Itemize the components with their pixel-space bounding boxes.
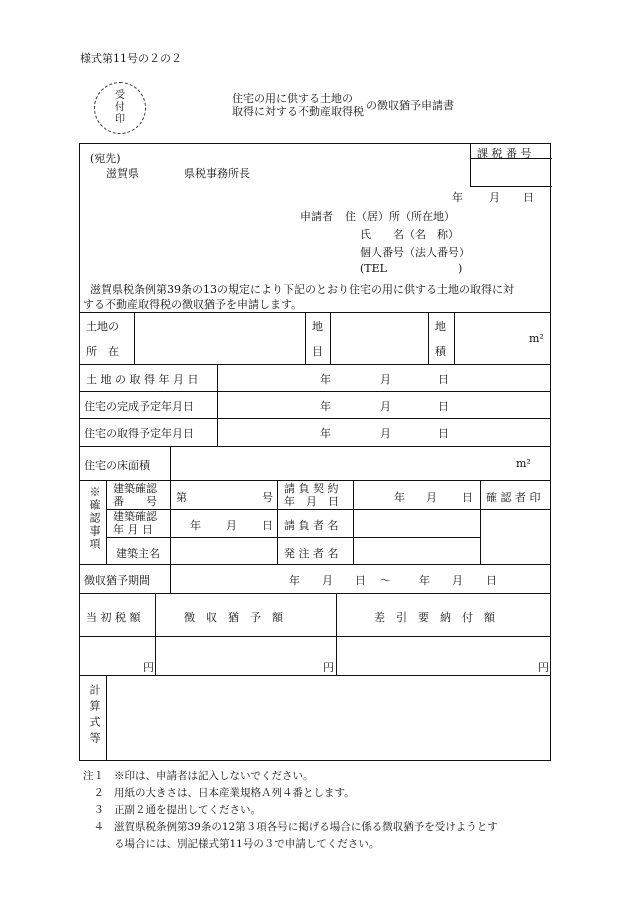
note-item [80,785,560,802]
office-label: 県税事務所長 [184,167,250,180]
floor-area-label: 住宅の床面積 [84,459,150,472]
day-text: 日 [438,373,449,386]
date-year: 年 [452,191,463,204]
land-area-field[interactable] [455,313,525,363]
calculation-label: 計算式等 [88,684,101,748]
name-label: 氏 名（名 称） [360,228,459,241]
stamp-char-1: 受 [115,90,125,101]
deferral-amount-label: 徴 収 猶 予 額 [184,611,283,624]
contract-date-label-2: 年 月 日 [284,495,339,508]
building-number-prefix: 第 [176,491,187,504]
note-text: 滋賀県税条例第39条の12第３項各号に掲げる場合に係る徴収猶予を受けようとす [114,821,498,833]
stamp-char-3: 印 [115,114,125,125]
month-text: 月 [452,574,463,587]
reception-stamp [94,82,146,134]
addressee-label: (宛先) [90,152,121,165]
form-number: 様式第11号の２の２ [80,52,182,65]
tax-number-field[interactable] [471,159,551,185]
date-month: 月 [489,191,500,204]
note-key: ２ [93,787,104,799]
deferral-amount-yen: 円 [323,661,334,674]
contract-date-label-1: 請 負 契 約 [284,482,339,495]
application-form-table [79,143,551,761]
note-text: ※印は、申請者は記入しないでください。 [114,770,314,782]
year-text: 年 [320,373,331,386]
note-item [80,802,560,819]
land-location-label-1: 土地の [86,320,119,333]
balance-amount-field[interactable] [337,637,549,674]
document-title [232,92,454,118]
chimoku-label-1: 地 [312,320,323,333]
house-completion-date-label: 住宅の完成予定年月日 [84,400,194,413]
building-number-label-1: 建築確認 [113,482,157,495]
stamp-char-2: 付 [115,102,125,113]
balance-amount-yen: 円 [538,661,549,674]
note-text: 用紙の大きさは、日本産業規格Ａ列４番とします。 [114,787,355,799]
checker-stamp-label: 確 認 者 印 [486,491,541,504]
note-key: ３ [93,804,104,816]
year-text: 年 [320,400,331,413]
month-text: 月 [380,400,391,413]
day-text: 日 [438,400,449,413]
day-text: 日 [462,491,473,504]
tax-number-label: 課 税 番 号 [477,147,532,160]
floor-area-unit: m² [516,457,531,470]
note-text: る場合には、別記様式第11号の３で申請してください。 [114,838,380,850]
initial-tax-yen: 円 [143,661,154,674]
calculation-field[interactable] [107,676,549,759]
statement-line-2: する不動産取得税の徴収猶予を申請します。 [83,298,303,311]
title-line-2: 取得に対する不動産取得税 [232,105,364,118]
year-text: 年 [190,519,201,532]
day-text: 日 [438,427,449,440]
deferral-period-label: 徴収猶予期間 [84,574,150,587]
month-text: 月 [380,373,391,386]
area-label-2: 積 [435,345,446,358]
tel-close: ) [458,262,463,275]
orderer-label: 発 注 者 名 [284,547,339,560]
day-text: 日 [486,574,497,587]
statement-line-1: 滋賀県税条例第39条の13の規定により下記のとおり住宅の用に供する土地の取得に対 [90,283,514,296]
balance-amount-label: 差 引 要 納 付 額 [374,611,495,624]
note-text: 正副２通を提出してください。 [114,804,261,816]
contractor-label: 請 負 者 名 [284,519,339,532]
personal-number-label: 個人番号（法人番号） [360,246,470,259]
initial-tax-label: 当 初 税 額 [86,611,141,624]
building-number-label-2: 番 号 [113,495,157,508]
house-acquisition-date-label: 住宅の取得予定年月日 [84,427,194,440]
building-date-label-2: 年 月 日 [113,523,153,536]
note-item [80,819,560,836]
floor-area-field[interactable] [171,447,501,479]
note-key [80,836,114,853]
address-label: 住（居）所（所在地） [345,210,455,223]
area-label-1: 地 [435,320,446,333]
month-text: 月 [426,491,437,504]
title-line-1: 住宅の用に供する土地の [232,92,353,105]
land-area-unit: m² [529,332,544,345]
year-text: 年 [289,574,300,587]
note-item [80,836,560,853]
notes [80,768,560,853]
land-acquisition-date-label: 土 地 の 取 得 年 月 日 [86,373,199,386]
year-text: 年 [394,491,405,504]
date-day: 日 [523,191,534,204]
initial-tax-field[interactable] [81,637,154,674]
month-text: 月 [226,519,237,532]
note-item [80,768,560,785]
deferral-amount-field[interactable] [156,637,335,674]
land-location-field[interactable] [135,313,304,363]
building-owner-label: 建築主名 [116,547,160,560]
day-text: 日 [262,519,273,532]
prefecture-label: 滋賀県 [106,167,139,180]
day-text: 日 [355,574,366,587]
year-text: 年 [419,574,430,587]
applicant-label: 申請者 [300,210,333,223]
building-number-suffix: 号 [262,491,273,504]
deferral-tilde: ～ [380,574,391,587]
note-key: 注１ [83,770,104,782]
checker-stamp-field[interactable] [481,510,550,563]
chimoku-label-2: 目 [312,345,323,358]
confirmation-side-label: ※確認事項 [88,486,101,551]
note-key: ４ [93,821,104,833]
title-tail: の徴収猶予申請書 [366,98,454,112]
tel-label: (TEL [360,262,387,275]
land-location-label-2: 所 在 [86,345,119,358]
month-text: 月 [380,427,391,440]
month-text: 月 [322,574,333,587]
year-text: 年 [320,427,331,440]
building-date-label-1: 建築確認 [113,510,157,523]
chimoku-field[interactable] [331,313,427,363]
